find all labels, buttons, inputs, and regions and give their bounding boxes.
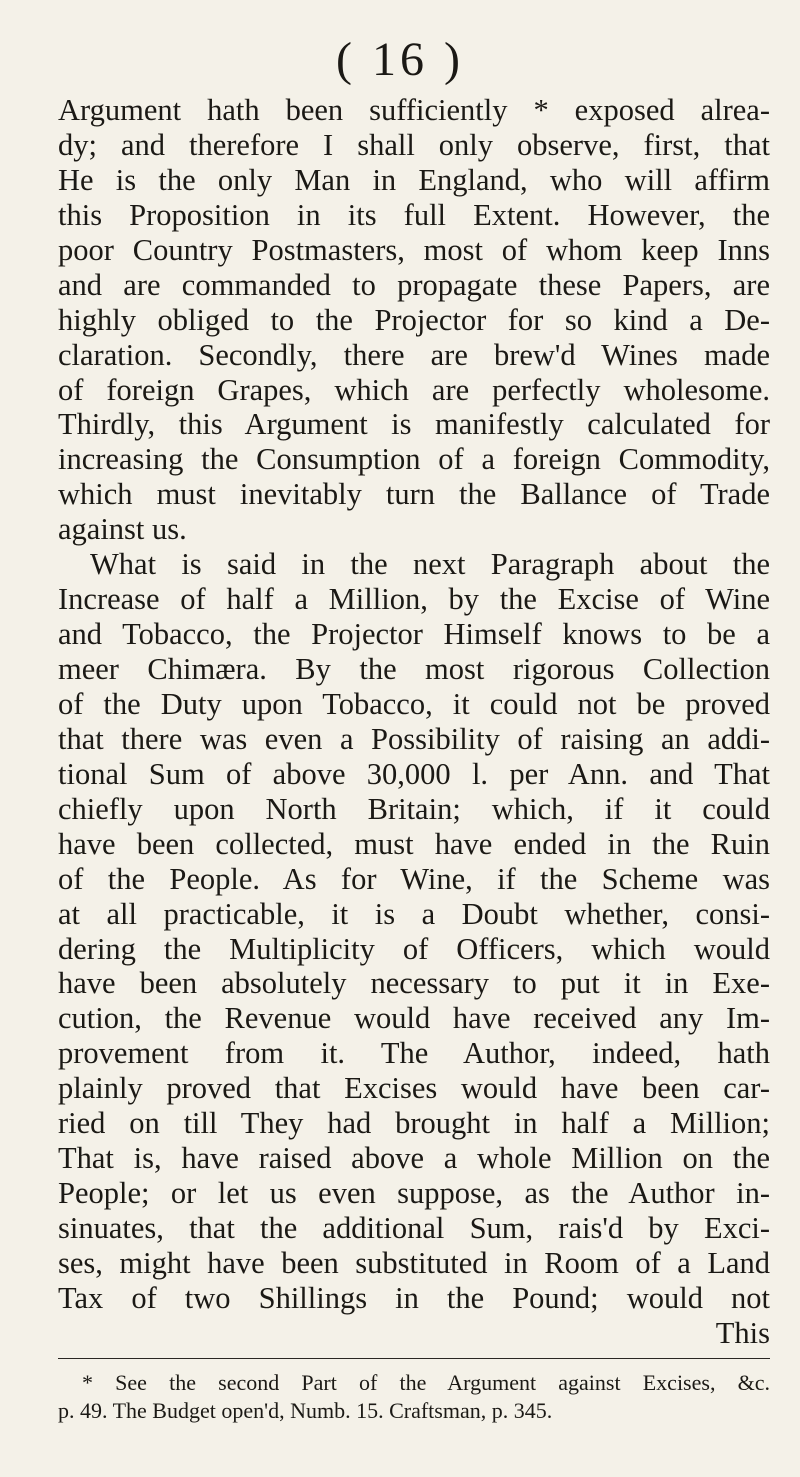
text-line: which must inevitably turn the Ballance of Trade <box>58 477 770 512</box>
footnote-divider <box>58 1358 770 1359</box>
text-line: this Proposition in its full Extent. However, the <box>58 197 770 232</box>
text-line: dy; and therefore I shall only observe, first, that <box>58 127 770 162</box>
text-line: tional Sum of above 30,000 l. per Ann. and That <box>58 756 770 791</box>
text-line: ses, might have been substituted in Room of a Land <box>58 1245 770 1280</box>
text-line: cution, the Revenue would have received any Im- <box>58 1001 770 1036</box>
text-line: He is the only Man in England, who will affirm <box>58 162 770 197</box>
text-line: Argument hath been sufficiently * exposed alrea- <box>58 93 770 127</box>
text-line: and Tobacco, the Projector Himself knows to be a <box>58 617 770 652</box>
text-line: That is, have raised above a whole Million on the <box>58 1141 770 1176</box>
text-line: Tax of two Shillings in the Pound; would not <box>58 1280 770 1315</box>
text-line: have been collected, must have ended in the Ruin <box>58 826 770 861</box>
text-line: dering the Multiplicity of Officers, which would <box>58 931 770 966</box>
text-line: increasing the Consumption of a foreign Commodity, <box>58 442 770 477</box>
text-line: against us. <box>58 512 187 547</box>
text-line: meer Chimæra. By the most rigorous Collection <box>58 652 770 686</box>
paragraph-start-line: What is said in the next Paragraph about the <box>90 547 770 582</box>
text-line: highly obliged to the Projector for so kind a De- <box>58 302 770 337</box>
page-number: ( 16 ) <box>336 33 464 86</box>
text-line: and are commanded to propagate these Papers, are <box>58 267 770 302</box>
footnote-line: * See the second Part of the Argument against Excises, &c. <box>82 1370 770 1395</box>
text-line: Thirdly, this Argument is manifestly calculated for <box>58 407 770 442</box>
text-line: provement from it. The Author, indeed, hath <box>58 1036 770 1071</box>
footnote-line: p. 49. The Budget open'd, Numb. 15. Craftsman, p. 345. <box>58 1398 553 1423</box>
text-line: at all practicable, it is a Doubt whether, consi- <box>58 896 770 931</box>
text-line: Increase of half a Million, by the Excise of Wine <box>58 582 770 617</box>
text-line: of the People. As for Wine, if the Scheme was <box>58 861 770 896</box>
text-line: of the Duty upon Tobacco, it could not be proved <box>58 686 770 721</box>
footnote <box>58 1369 770 1425</box>
text-line: poor Country Postmasters, most of whom keep Inns <box>58 232 770 267</box>
text-line: People; or let us even suppose, as the Author in- <box>58 1176 770 1211</box>
text-line: ried on till They had brought in half a Million; <box>58 1106 770 1141</box>
text-line: have been absolutely necessary to put it in Exe- <box>58 966 770 1001</box>
catchword: This <box>715 1315 770 1350</box>
text-line: plainly proved that Excises would have been car- <box>58 1071 770 1106</box>
text-line: claration. Secondly, there are brew'd Wines made <box>58 337 770 372</box>
text-line: sinuates, that the additional Sum, rais'd by Exci- <box>58 1211 770 1245</box>
body-text <box>58 93 770 1351</box>
text-line: that there was even a Possibility of raising an addi- <box>58 721 770 756</box>
text-line: chiefly upon North Britain; which, if it could <box>58 791 770 826</box>
text-line: of foreign Grapes, which are perfectly wholesome. <box>58 372 770 407</box>
